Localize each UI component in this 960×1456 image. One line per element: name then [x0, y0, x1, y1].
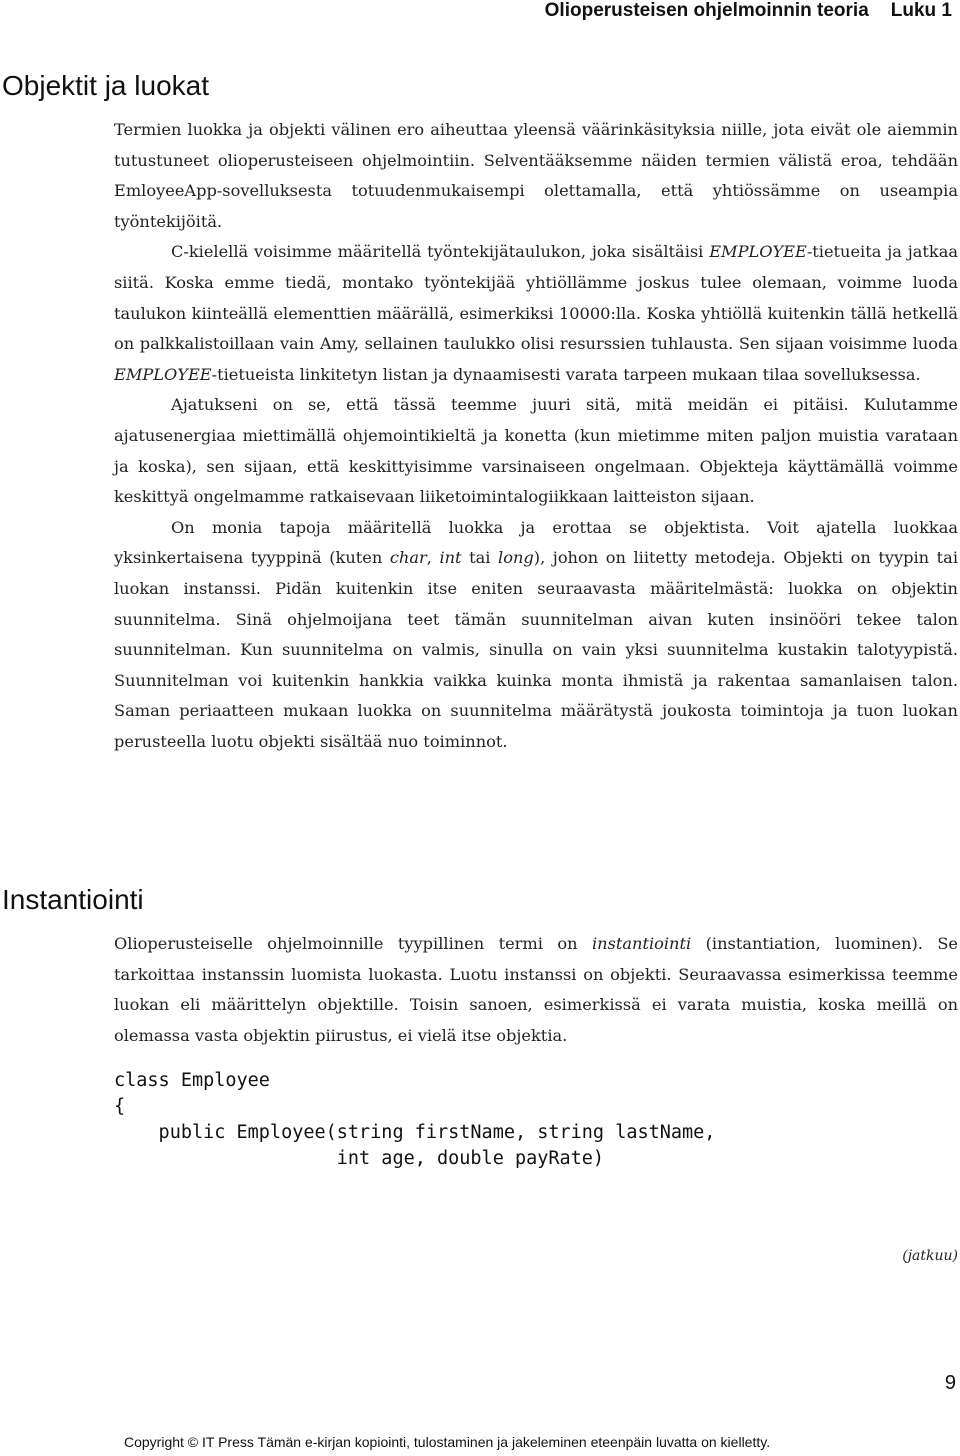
section-instantiation-body: [114, 929, 958, 1051]
emphasis-long: long: [498, 548, 534, 568]
emphasis-int: int: [439, 548, 462, 568]
code-line: public Employee(string firstName, string lastName,: [114, 1122, 716, 1143]
paragraph-3: Ajatukseni on se, että tässä teemme juuri sitä, mitä meidän ei pitäisi. Kulutamme ajatusenergiaa miettimällä ohjemointikieltä ja konetta (kun mietimme miten paljon muistia varataan ja koska), sen sijaan, että keskittyisimme varsinaiseen ongelmaan. Objekteja käyttämällä voimme keskittyä ongelmamme ratkaisevaan liiketoimintalogiikkaan laitteiston sijaan.: [114, 395, 958, 507]
paragraph-4: [114, 513, 958, 758]
emphasis-employee: EMPLOYEE: [114, 364, 212, 384]
copyright-footer: Copyright © IT Press Tämän e-kirjan kopiointi, tulostaminen ja jakeleminen eteenpäin luvatta on kielletty.: [124, 1434, 771, 1450]
running-header: [545, 0, 952, 22]
section-objects-and-classes-body: [114, 115, 958, 757]
text-run: On monia tapoja määritellä luokka ja erottaa se objektista. Voit ajatella luokkaa yksinkertaisena tyyppinä (kuten: [114, 517, 958, 568]
text-run: ,: [426, 548, 440, 568]
text-run: Olioperusteiselle ohjelmoinnille tyypillinen termi on: [114, 934, 592, 953]
emphasis-employee: EMPLOYEE: [709, 242, 807, 262]
text-run: ), johon on liitetty metodeja. Objekti on tyypin tai luokan instanssi. Pidän kuitenkin itse eniten seuraavasta määritelmästä: luokka on objektin suunnitelma. Sinä ohjelmoijana teet tämän suunnitelman aivan kuten insinööri tekee talon suunnitelman. Kun suunnitelma on valmis, sinulla on vain yksi suunnitelma kustakin talotyypistä. Suunnitelman voi kuitenkin hankkia vaikka kuinka monta ihmistä ja rakentaa samanlaisen talon. Saman periaatteen mukaan luokka on suunnitelma määrätystä joukosta toimintoja ja tuon luokan perusteella luotu objekti sisältää nuo toiminnot.: [114, 548, 959, 751]
paragraph-2: [114, 237, 958, 390]
book-title: Olioperusteisen ohjelmoinnin teoria: [544, 0, 869, 21]
continued-note: (jatkuu): [902, 1248, 958, 1264]
text-run: -tietueista linkitetyn listan ja dynaamisesti varata tarpeen mukaan tilaa sovelluksessa.: [211, 364, 921, 384]
emphasis-instantiointi: instantiointi: [591, 934, 692, 953]
code-listing: [114, 1068, 715, 1172]
text-run: -tietueita ja jatkaa siitä. Koska emme tiedä, montako työntekijää yhtiöllämme joskus tulee olemaan, voimme luoda taulukon kiinteällä elementtien määrällä, esimerkiksi 10000:lla. Koska yhtiöllä kuitenkin tällä hetkellä on palkkalistoillaan vain Amy, sellainen taulukko olisi resurssien tuhlausta. Sen sijaan voisimme luoda: [114, 242, 959, 354]
paragraph-instantiation: [114, 929, 958, 1051]
code-line: {: [114, 1096, 126, 1117]
code-line: int age, double payRate): [114, 1148, 605, 1169]
page-number: 9: [944, 1372, 956, 1394]
paragraph-1: Termien luokka ja objekti välinen ero aiheuttaa yleensä väärinkäsityksia niille, jota eivät ole aiemmin tutustuneet olioperusteiseen ohjelmointiin. Selventääksemme näiden termien välistä eroa, tehdään EmloyeeApp-sovelluksesta totuudenmukaisempi olettamalla, että yhtiössämme on useampia työntekijöitä.: [114, 120, 958, 231]
text-run: C-kielellä voisimme määritellä työntekijätaulukon, joka sisältäisi: [171, 242, 710, 262]
emphasis-char: char: [389, 548, 427, 568]
section-heading-instantiation: Instantiointi: [2, 884, 144, 915]
code-line: class Employee: [114, 1070, 270, 1091]
chapter-label: Luku 1: [890, 0, 952, 21]
section-heading-objects-and-classes: Objektit ja luokat: [2, 70, 209, 101]
text-run: (instantiation, luominen). Se tarkoittaa instanssin luomista luokasta. Luotu instanssi on objekti. Seuraavassa esimerkissa teemme luokan eli määrittelyn objektille. Toisin sanoen, esimerkissä ei varata muistia, koska meillä on olemassa vasta objektin piirustus, ei vielä itse objektia.: [114, 934, 958, 1045]
text-run: tai: [461, 548, 499, 568]
